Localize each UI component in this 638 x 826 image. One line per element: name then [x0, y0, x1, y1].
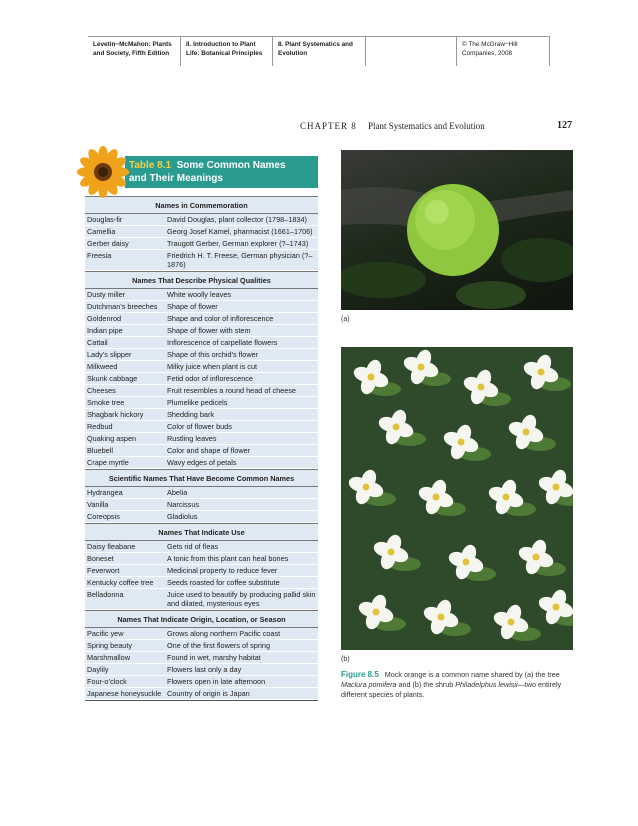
common-name-cell: Dusty miller [87, 290, 126, 299]
meaning-cell: Wavy edges of petals [167, 458, 237, 467]
common-name-cell: Feverwort [87, 566, 120, 575]
table-section-heading: Names That Indicate Use [85, 523, 318, 541]
common-name-cell: Goldenrod [87, 314, 122, 323]
common-name-cell: Freesia [87, 251, 112, 260]
table-row [85, 250, 318, 271]
table-row [85, 361, 318, 373]
label-b: (b) [341, 656, 350, 663]
table-row [85, 373, 318, 385]
photo-osage-orange [341, 150, 573, 310]
meaning-cell: Narcissus [167, 500, 200, 509]
common-name-cell: Daylily [87, 665, 109, 674]
common-name-cell: Crape myrtle [87, 458, 129, 467]
meaning-cell: Flowers open in late afternoon [167, 677, 266, 686]
table-row [85, 688, 318, 700]
label-a: (a) [341, 316, 350, 323]
sunflower-icon [77, 146, 129, 198]
common-name-cell: Vanilla [87, 500, 109, 509]
table-row [85, 565, 318, 577]
common-name-cell: Milkweed [87, 362, 118, 371]
meaning-cell: Abelia [167, 488, 188, 497]
running-header-copyright: © The McGraw−Hill Companies, 2008 [462, 41, 518, 58]
meaning-cell: Shape of flower with stem [167, 326, 251, 335]
table-row [85, 676, 318, 688]
common-name-cell: Four-o’clock [87, 677, 127, 686]
meaning-cell: Gets rid of fleas [167, 542, 219, 551]
table-row [85, 664, 318, 676]
meaning-cell: Medicinal property to reduce fever [167, 566, 278, 575]
meaning-cell: Fetid odor of inflorescence [167, 374, 253, 383]
table-row [85, 628, 318, 640]
table-row [85, 445, 318, 457]
table-row [85, 652, 318, 664]
common-name-cell: Daisy fleabane [87, 542, 136, 551]
meaning-cell: Country of origin is Japan [167, 689, 250, 698]
page-number: 127 [557, 120, 572, 131]
table-section-heading: Names That Indicate Origin, Location, or Season [85, 610, 318, 628]
common-name-cell: Douglas-fir [87, 215, 123, 224]
common-name-cell: Redbud [87, 422, 113, 431]
common-name-cell: Cheeses [87, 386, 116, 395]
common-name-cell: Cattail [87, 338, 108, 347]
table-row [85, 397, 318, 409]
table-row [85, 301, 318, 313]
meaning-cell: Color and shape of flower [167, 446, 251, 455]
table-row [85, 640, 318, 652]
table-row [85, 499, 318, 511]
table-row [85, 349, 318, 361]
meaning-cell: Gladiolus [167, 512, 198, 521]
table-row [85, 313, 318, 325]
common-name-cell: Indian pipe [87, 326, 123, 335]
flower-image [341, 347, 573, 650]
common-name-cell: Pacific yew [87, 629, 124, 638]
common-name-cell: Shagbark hickory [87, 410, 144, 419]
running-header-chapter: 8. Plant Systematics and Evolution [278, 41, 353, 58]
table-label: Table 8.1 [129, 160, 172, 171]
figure-label: Figure 8.5 [341, 670, 379, 679]
table-row [85, 541, 318, 553]
figure-caption: Figure 8.5 Mock orange is a common name shared by (a) the tree Maclura pomifera and (b) the shrub Philadelphus lewisii—two entirely different species of plants. [341, 670, 562, 699]
meaning-cell: A tonic from this plant can heal bones [167, 554, 289, 563]
common-name-cell: Spring beauty [87, 641, 133, 650]
table-section-heading: Names in Commemoration [85, 196, 318, 214]
table-row [85, 325, 318, 337]
table-row [85, 289, 318, 301]
table-row [85, 385, 318, 397]
common-name-cell: Belladonna [87, 590, 124, 599]
common-name-cell: Marshmallow [87, 653, 130, 662]
meaning-cell: Shedding bark [167, 410, 215, 419]
common-name-cell: Hydrangea [87, 488, 123, 497]
meaning-cell: Shape and color of inflorescence [167, 314, 274, 323]
table-row [85, 421, 318, 433]
meaning-cell: David Douglas, plant collector (1798–1834) [167, 215, 307, 224]
table-row [85, 553, 318, 565]
table-row [85, 577, 318, 589]
meaning-cell: Grows along northern Pacific coast [167, 629, 281, 638]
meaning-cell: Found in wet, marshy habitat [167, 653, 261, 662]
table-row [85, 337, 318, 349]
table-row [85, 487, 318, 499]
common-name-cell: Skunk cabbage [87, 374, 138, 383]
meaning-cell: Plumelike pedicels [167, 398, 228, 407]
common-name-cell: Coreopsis [87, 512, 120, 521]
common-name-cell: Boneset [87, 554, 114, 563]
chapter-title: Plant Systematics and Evolution [368, 121, 485, 131]
common-name-cell: Dutchman’s breeches [87, 302, 158, 311]
table-row [85, 409, 318, 421]
table-title: Table 8.1 Some Common Names and Their Meanings [129, 160, 286, 184]
meaning-cell: Georg Josef Kamel, pharmacist (1661–1706) [167, 227, 313, 236]
common-name-cell: Smoke tree [87, 398, 125, 407]
header-rule [88, 36, 550, 37]
table-section-heading: Scientific Names That Have Become Common Names [85, 469, 318, 487]
meaning-cell: Color of flower buds [167, 422, 232, 431]
table-row [85, 433, 318, 445]
table-row [85, 457, 318, 469]
meaning-cell: Shape of this orchid’s flower [167, 350, 259, 359]
table-row [85, 589, 318, 610]
meaning-cell: One of the first flowers of spring [167, 641, 271, 650]
meaning-cell: Flowers last only a day [167, 665, 242, 674]
common-name-cell: Kentucky coffee tree [87, 578, 154, 587]
common-name-cell: Bluebell [87, 446, 113, 455]
table-row [85, 238, 318, 250]
fruit-image [341, 150, 573, 310]
table-body [85, 196, 318, 701]
common-name-cell: Camellia [87, 227, 116, 236]
meaning-cell: Milky juice when plant is cut [167, 362, 258, 371]
meaning-cell: Friedrich H. T. Freese, German physician (?–1876) [167, 251, 313, 269]
meaning-cell: Rustling leaves [167, 434, 217, 443]
chapter-number: CHAPTER 8 [300, 121, 357, 131]
meaning-cell: Traugott Gerber, German explorer (?–1743) [167, 239, 309, 248]
common-name-cell: Japanese honeysuckle [87, 689, 162, 698]
meaning-cell: White woolly leaves [167, 290, 232, 299]
common-name-cell: Lady’s slipper [87, 350, 132, 359]
meaning-cell: Inflorescence of carpellate flowers [167, 338, 278, 347]
table-header [85, 150, 318, 196]
table-section-heading: Names That Describe Physical Qualities [85, 271, 318, 289]
meaning-cell: Shape of flower [167, 302, 218, 311]
chapter-line [300, 121, 572, 131]
table-row [85, 214, 318, 226]
common-name-cell: Quaking aspen [87, 434, 137, 443]
meaning-cell: Seeds roasted for coffee substitute [167, 578, 280, 587]
table-row [85, 226, 318, 238]
meaning-cell: Juice used to beautify by producing pallid skin and dilated, mysterious eyes [167, 590, 316, 608]
table-8-1 [85, 150, 318, 701]
common-name-cell: Gerber daisy [87, 239, 129, 248]
running-header-book: Levetin−McMahon: Plants and Society, Fifth Edition [93, 41, 172, 58]
running-header-part: II. Introduction to Plant Life: Botanical Principles [186, 41, 263, 58]
table-row [85, 511, 318, 523]
meaning-cell: Fruit resembles a round head of cheese [167, 386, 296, 395]
photo-philadelphus [341, 347, 573, 650]
